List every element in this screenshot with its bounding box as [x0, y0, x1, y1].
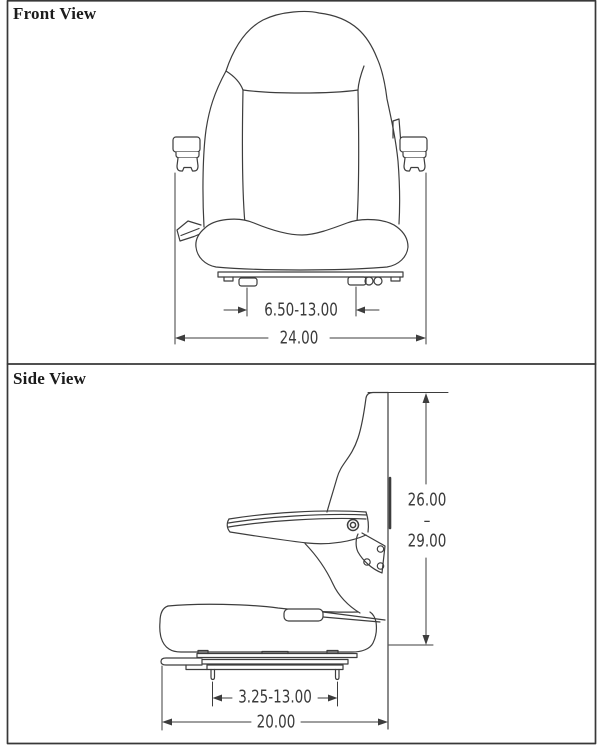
- front-right-armrest-bracket: [400, 137, 427, 171]
- sheet-frame: [8, 1, 596, 744]
- side-armrest: [227, 511, 368, 544]
- side-backrest-outline: [327, 393, 388, 513]
- side-hinge-plate: [356, 533, 385, 573]
- side-adjust-lever: [284, 609, 323, 621]
- front-view-seat-drawing: [173, 11, 427, 344]
- front-backrest-outline: [203, 11, 400, 227]
- front-overall-width-dimension: 24.00: [279, 327, 319, 349]
- front-mount-spacing-dimension: 6.50-13.00: [264, 299, 338, 321]
- front-cushion-outline: [196, 219, 408, 270]
- slide-rail-handle: [161, 658, 202, 665]
- armrest-pivot: [348, 520, 359, 531]
- side-view-seat-drawing: [160, 393, 448, 731]
- front-base-and-feet: [218, 272, 403, 286]
- front-left-armrest-bracket: [173, 137, 200, 171]
- side-view-label: Side View: [13, 369, 87, 388]
- height-range-separator: –: [423, 509, 431, 531]
- height-range-max: 29.00: [407, 530, 447, 552]
- front-view-label: Front View: [13, 4, 97, 23]
- side-base-rails: [161, 651, 357, 680]
- mount-stud-front: [211, 670, 215, 680]
- side-cushion: [160, 604, 385, 652]
- side-stud-spacing-dimension: 3.25-13.00: [238, 686, 312, 708]
- side-overall-depth-dimension: 20.00: [256, 711, 296, 733]
- side-height-range-dimension: [408, 490, 447, 552]
- height-range-min: 26.00: [407, 489, 447, 511]
- mount-stud-rear: [336, 670, 340, 680]
